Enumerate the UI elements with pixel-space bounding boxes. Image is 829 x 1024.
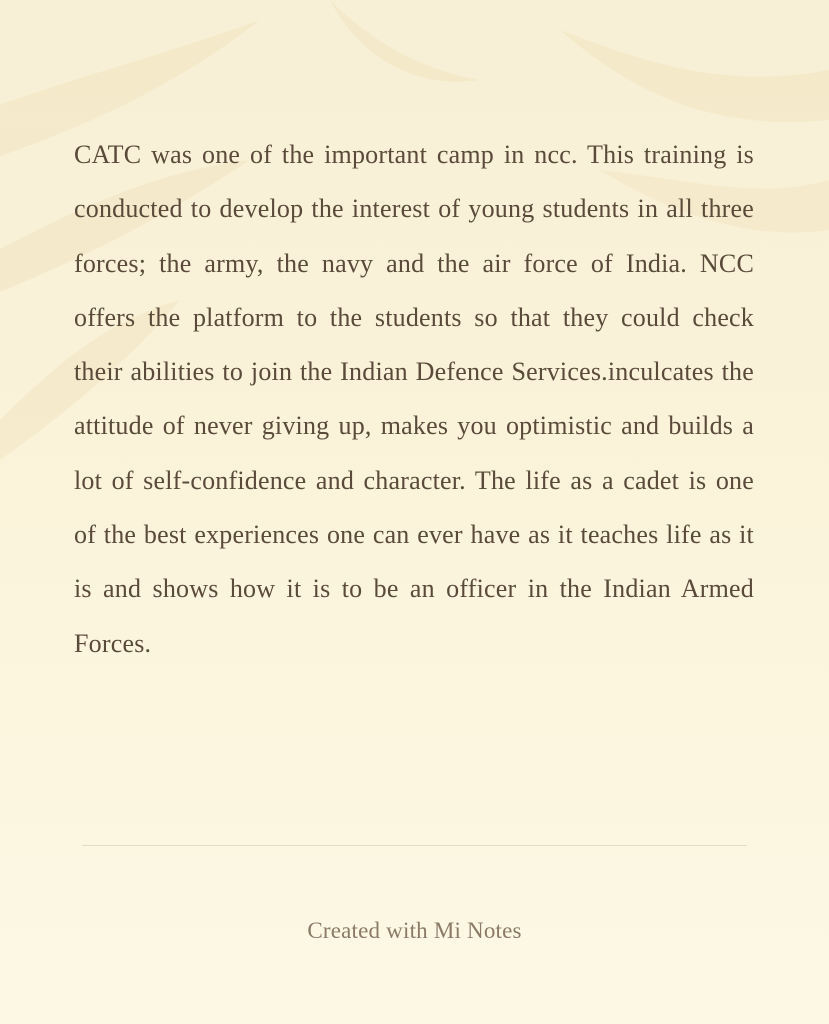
note-body-text[interactable]: CATC was one of the important camp in ncc. This training is conducted to develop the interest of young students in all three forces; the army, the navy and the air force of India. NCC offers the platform to the students so that they could check their abilities to join the Indian Defence Services.inculcates the attitude of never giving up, makes you optimistic and builds a lot of self-confidence and character. The life as a cadet is one of the best experiences one can ever have as it teaches life as it is and shows how it is to be an officer in the Indian Armed Forces. [74,140,754,658]
footer-credit: Created with Mi Notes [307,918,522,943]
footer-divider [82,845,747,846]
